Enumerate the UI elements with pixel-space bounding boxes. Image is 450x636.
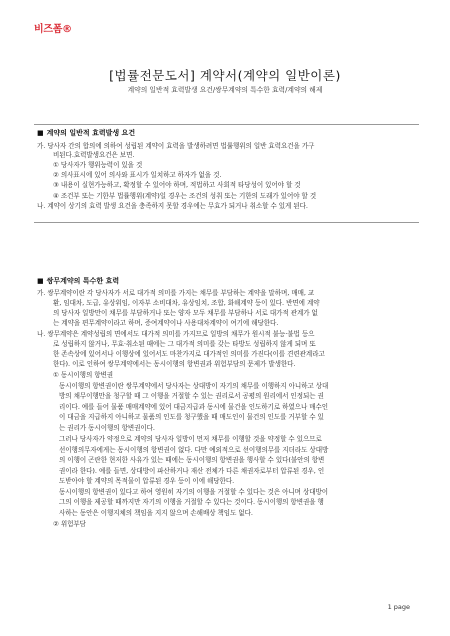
paragraph-line: 그의 이행을 제공할 때까지만 자기의 이행을 거절할 수 있다는 것이다. 동시이행의 항변권을 행 (59, 498, 324, 506)
paragraph-line: 로 성립하지 않거나, 무효·취소된 때에는 그 대가적 의미를 갖는 타방도 성립하지 않게 되며 또 (53, 340, 316, 348)
paragraph-line: 비된다.효력발생요건은 보면. (53, 151, 135, 159)
section-heading-2-label: 쌍무계약의 특수한 효력 (46, 277, 120, 285)
document-title: [법률전문도서] 계약서(계약의 일반이론) (109, 68, 341, 83)
paragraph-line: 그러나 당사자가 약정으로 계약의 당사자 일방이 먼저 채무를 이행할 것을 약정할 수 있으므로 (59, 435, 322, 443)
list-item: ② 의사표시에 있어 의사와 표시가 일치하고 하자가 없을 것. (53, 171, 222, 179)
paragraph-line: 선이행의무자에게는 동시이행의 항변권이 없다. 다만 예외적으로 선이행의무를 지더라도 상대방 (59, 446, 329, 454)
bizforms-logo: 비즈폼® (34, 24, 72, 35)
paragraph-line: 사하는 동안은 이행지체의 책임을 지지 않으며 손해배상 책임도 없다. (59, 509, 253, 517)
paragraph-line: 의 이행이 곤란한 현저한 사유가 있는 때에는 동시이행의 항변권을 행사할 수 있다(불안의 항변 (59, 456, 325, 464)
document-subtitle: 계약의 일반적 효력발생 요건/쌍무계약의 특수한 효력/계약의 해제 (127, 86, 323, 94)
page-number: 1 page (387, 603, 410, 611)
paragraph-line: 나. 쌍무계약은 계약성립의 면에서도 대가적 의미를 가지므로 일방의 채무가 원시적 불능·불법 등으 (37, 330, 315, 338)
paragraph-line: 도받아야 할 계약의 목적물이 압류된 경우 등이 이에 해당한다. (59, 477, 235, 485)
list-item: ① 당사자가 행위능력이 있을 것 (53, 161, 143, 169)
list-item: ② 위험부담 (53, 520, 86, 528)
paragraph-line: 나. 계약이 상기의 효력 발생 요건을 충족하지 못할 경우에는 무효가 되거나 취소할 수 있게 된다. (37, 202, 308, 210)
paragraph-line: 는 계약을 편무계약이라고 하며, 증여계약이나 사용대차계약이 여기에 해당한다. (53, 319, 279, 327)
paragraph-line: 가. 당사자 간의 합의에 의하여 성립된 계약이 효력을 발생하려면 법률행위의 일반 효력요건을 가구 (37, 142, 315, 150)
section-heading-1 (37, 128, 135, 138)
paragraph-line: 동시이행의 항변권이 있다고 하여 영원히 자기의 이행을 거절할 수 있다는 것은 아니며 상대방이 (59, 488, 329, 496)
paragraph-line: 이 대금을 지급하지 아니하고 물품의 인도를 청구했을 때 매도인이 물건의 인도를 거부할 수 있 (59, 413, 324, 421)
paragraph-line: 가. 쌍무계약이란 각 당사자가 서로 대가적 의미를 가지는 채무를 부담하는 계약을 말하며, 매매, 교 (37, 289, 315, 297)
list-item: ③ 내용이 실현가능하고, 확정할 수 있어야 하며, 적법하고 사회적 타당성이 있어야 할 것 (53, 181, 301, 189)
section-heading-1-label: 계약의 일반적 효력발생 요건 (46, 129, 136, 137)
section-heading-2 (37, 276, 119, 286)
paragraph-line: 한다). 이로 인하여 쌍무계약에서는 동시이행의 항변권과 위험부담의 문제가 발생한다. (53, 360, 296, 368)
paragraph-line: 리이다. 예를 들어 물품 매매계약에 있어 대금지급과 동시에 물건을 인도하기로 하였으나 매수인 (59, 403, 329, 411)
paragraph-line: 는 권리가 동시이행의 항변권이다. (59, 424, 155, 432)
section-divider (34, 222, 419, 223)
square-bullet-icon: ■ (37, 277, 44, 285)
paragraph-line: 환, 임대차, 도급, 유상위임, 이자부 소비대차, 유상임치, 조합, 화해계약 등이 있다. 반면에 계약 (53, 299, 320, 307)
section-divider (34, 124, 419, 125)
paragraph-line: 권이라 한다). 예를 들면, 상대방이 파산하거나 재산 전체가 다른 채권자로부터 압류된 경우, 인 (59, 467, 325, 475)
paragraph-line: 방의 채무이행만을 청구할 때 그 이행을 거절할 수 있는 권리로서 공평의 원리에서 인정되는 권 (59, 392, 324, 400)
paragraph-line: 한 존속상에 있어서나 이행상에 있어서도 마찬가지로 대가적인 의미를 가진다(이를 견련관계라고 (53, 350, 325, 358)
list-item: ① 동시이행의 항변권 (53, 371, 114, 379)
paragraph-line: 동시이행의 항변권이란 쌍무계약에서 당사자는 상대방이 자기의 채무를 이행하지 아니하고 상대 (59, 382, 329, 390)
list-item: ④ 조건부 또는 기한부 법률행위(계약)일 경우는 조건의 성취 또는 기한의 도래가 있어야 할 것 (53, 192, 317, 200)
paragraph-line: 의 당사자 일방만이 채무를 부담하거나 또는 양자 모두 채무를 부담하나 서로 대가적 관계가 없 (53, 309, 318, 317)
square-bullet-icon: ■ (37, 129, 44, 137)
